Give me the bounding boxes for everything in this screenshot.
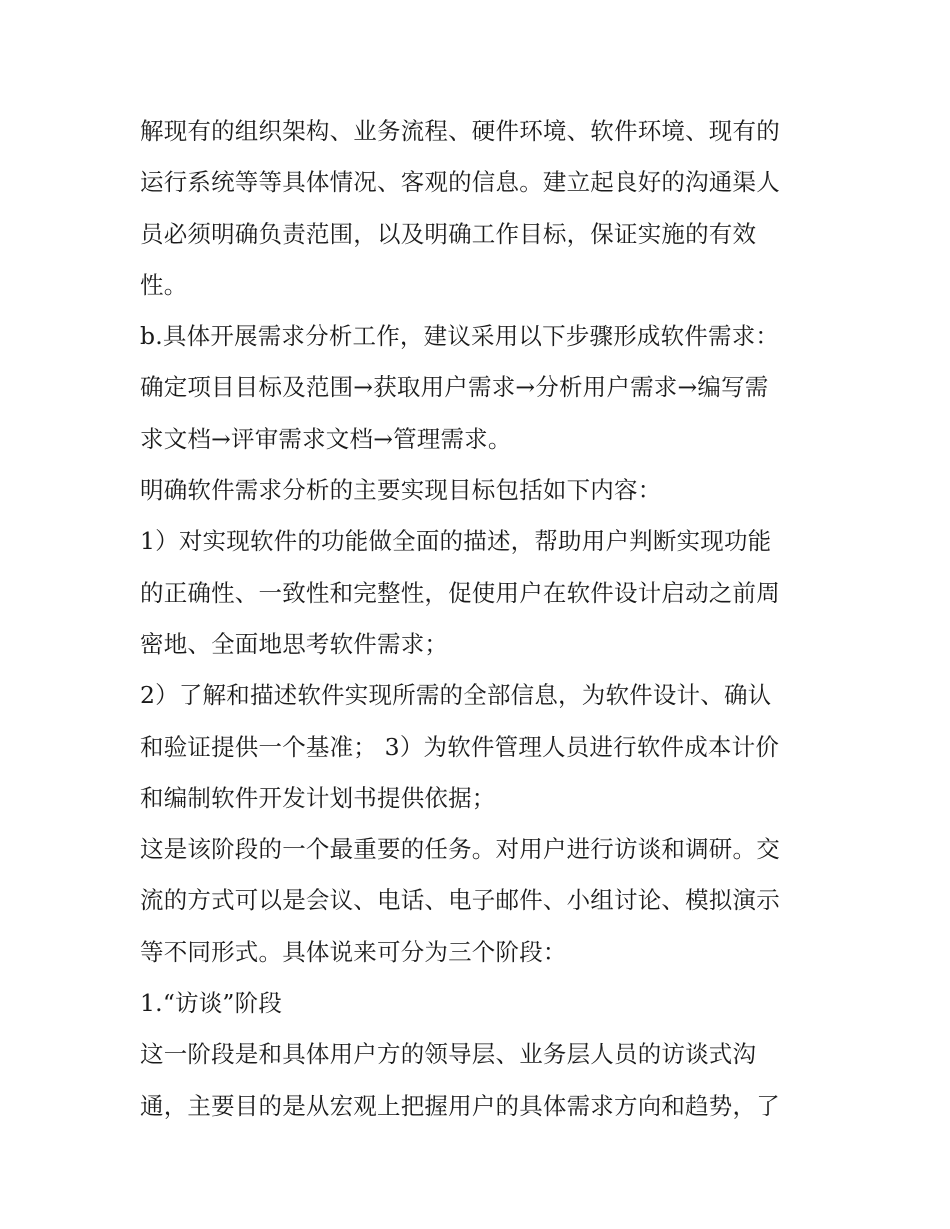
text-line: 解现有的组织架构、业务流程、硬件环境、软件环境、现有的 bbox=[140, 117, 780, 145]
text-line: 确定项目目标及范围→获取用户需求→分析用户需求→编写需 bbox=[140, 373, 769, 402]
text-line: 2）了解和描述软件实现所需的全部信息，为软件设计、确认 bbox=[140, 681, 772, 710]
text-line: 的正确性、一致性和完整性，促使用户在软件设计启动之前周 bbox=[140, 578, 780, 607]
text-line: 这一阶段是和具体用户方的领导层、业务层人员的访谈式沟 bbox=[140, 1040, 757, 1069]
document-body bbox=[140, 106, 820, 1132]
text-line: 求文档→评审需求文档→管理需求。 bbox=[140, 424, 512, 453]
text-line: 1.“访谈”阶段 bbox=[140, 989, 283, 1018]
text-line: 性。 bbox=[140, 270, 188, 299]
text-line: b.具体开展需求分析工作，建议采用以下步骤形成软件需求： bbox=[140, 322, 780, 351]
text-line: 1）对实现软件的功能做全面的描述，帮助用户判断实现功能 bbox=[140, 527, 772, 556]
text-line: 运行系统等等具体情况、客观的信息。建立起良好的沟通渠人 bbox=[140, 168, 780, 197]
text-line: 密地、全面地思考软件需求； bbox=[140, 629, 449, 658]
text-line: 明确软件需求分析的主要实现目标包括如下内容： bbox=[140, 476, 662, 505]
text-line: 和验证提供一个基准； 3）为软件管理人员进行软件成本计价 bbox=[140, 732, 780, 761]
text-line: 这是该阶段的一个最重要的任务。对用户进行访谈和调研。交 bbox=[140, 835, 780, 864]
text-line: 和编制软件开发计划书提供依据； bbox=[140, 783, 496, 812]
text-line: 流的方式可以是会议、电话、电子邮件、小组讨论、模拟演示 bbox=[140, 886, 780, 915]
text-line: 员必须明确负责范围，以及明确工作目标，保证实施的有效 bbox=[140, 219, 757, 248]
text-line: 等不同形式。具体说来可分为三个阶段： bbox=[140, 937, 567, 966]
text-line: 通，主要目的是从宏观上把握用户的具体需求方向和趋势，了 bbox=[140, 1091, 780, 1120]
